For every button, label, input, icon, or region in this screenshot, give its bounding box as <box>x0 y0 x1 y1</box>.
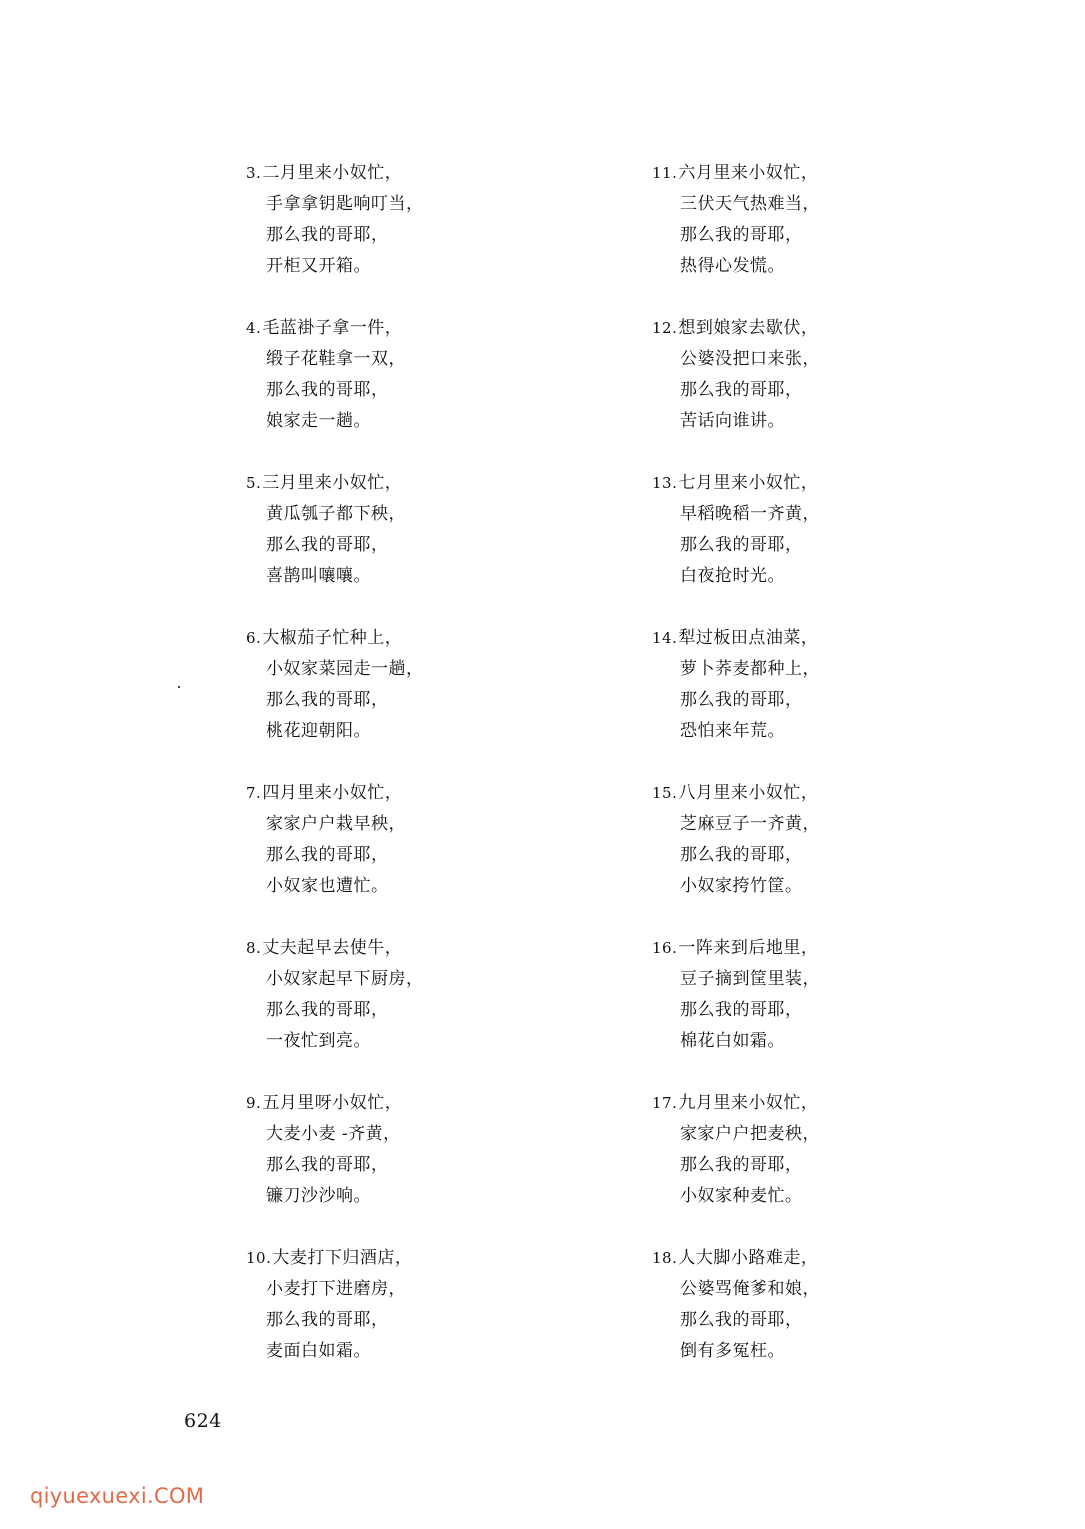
lyric-line: 人大脚小路难走， <box>678 1248 819 1268</box>
lyric-line: 毛蓝褂子拿一件， <box>262 318 403 338</box>
stanza-number: 15. <box>652 784 678 802</box>
lyric-line: 白夜抢时光。 <box>680 566 785 586</box>
lyric-line: 大椒茄子忙种上， <box>262 628 403 648</box>
stanza-number: 14. <box>652 629 678 647</box>
lyric-line: 恐怕来年荒。 <box>680 721 785 741</box>
stanza <box>246 623 586 778</box>
lyric-line: 那么我的哥耶， <box>266 535 389 555</box>
stanza <box>246 933 586 1088</box>
stanza-number: 18. <box>652 1249 678 1267</box>
stanza-number: 4. <box>246 319 262 337</box>
lyric-line: 七月里来小奴忙， <box>678 473 819 493</box>
lyric-line: 那么我的哥耶， <box>680 1310 803 1330</box>
stanza-number: 17. <box>652 1094 678 1112</box>
lyric-line: 小奴家种麦忙。 <box>680 1186 803 1206</box>
lyric-line: 八月里来小奴忙， <box>678 783 819 803</box>
lyric-line: 缎子花鞋拿一双， <box>266 349 406 369</box>
stanza-first-line <box>246 778 586 809</box>
lyric-line: 倒有多冤枉。 <box>680 1341 785 1361</box>
lyric-line: 那么我的哥耶， <box>680 1155 803 1175</box>
lyric-line: 五月里呀小奴忙， <box>262 1093 403 1113</box>
stanza-first-line <box>652 313 992 344</box>
lyric-line: 芝麻豆子一齐黄， <box>680 814 820 834</box>
lyric-line: 小麦打下进磨房， <box>266 1279 406 1299</box>
lyric-line: 公婆骂俺爹和娘， <box>680 1279 820 1299</box>
stanza-number: 7. <box>246 784 262 802</box>
lyric-line: 苦话向谁讲。 <box>680 411 785 431</box>
lyric-line: 丈夫起早去使牛， <box>262 938 403 958</box>
page-number: 624 <box>184 1410 222 1432</box>
stanza <box>246 468 586 623</box>
lyric-line: 豆子摘到筐里装， <box>680 969 820 989</box>
stanza-number: 3. <box>246 164 262 182</box>
left-lyrics-column <box>246 158 586 1398</box>
lyric-line: 公婆没把口来张， <box>680 349 820 369</box>
lyric-line: 那么我的哥耶， <box>266 380 389 400</box>
stanza-number: 10. <box>246 1249 272 1267</box>
lyric-line: 喜鹊叫嚷嚷。 <box>266 566 371 586</box>
lyric-line: 三月里来小奴忙， <box>262 473 403 493</box>
lyric-line: 大麦小麦 -齐黄， <box>266 1124 401 1144</box>
lyric-line: 小奴家也遭忙。 <box>266 876 389 896</box>
lyric-line: 想到娘家去歇伏， <box>678 318 819 338</box>
stanza <box>652 1088 992 1243</box>
stanza-number: 6. <box>246 629 262 647</box>
lyric-line: 那么我的哥耶， <box>266 690 389 710</box>
stanza <box>246 778 586 933</box>
lyric-line: 热得心发慌。 <box>680 256 785 276</box>
lyric-line: 那么我的哥耶， <box>266 1155 389 1175</box>
lyric-line: 家家户户栽早秧， <box>266 814 406 834</box>
scan-speck <box>178 686 180 688</box>
stanza-first-line <box>246 313 586 344</box>
stanza <box>652 623 992 778</box>
stanza <box>246 1243 586 1398</box>
stanza-number: 16. <box>652 939 678 957</box>
lyric-line: 家家户户把麦秧， <box>680 1124 820 1144</box>
stanza-number: 13. <box>652 474 678 492</box>
stanza <box>246 313 586 468</box>
right-lyrics-column <box>652 158 992 1398</box>
lyric-line: 一阵来到后地里， <box>678 938 819 958</box>
lyric-line: 那么我的哥耶， <box>680 845 803 865</box>
stanza <box>652 468 992 623</box>
stanza-first-line <box>652 778 992 809</box>
stanza-first-line <box>246 933 586 964</box>
stanza <box>652 313 992 468</box>
lyric-line: 二月里来小奴忙， <box>262 163 403 183</box>
lyric-line: 犁过板田点油菜， <box>678 628 819 648</box>
lyric-line: 那么我的哥耶， <box>680 1000 803 1020</box>
stanza <box>652 778 992 933</box>
stanza-first-line <box>246 623 586 654</box>
stanza-first-line <box>652 1088 992 1119</box>
stanza <box>652 1243 992 1398</box>
stanza-number: 5. <box>246 474 262 492</box>
lyric-line: 六月里来小奴忙， <box>678 163 819 183</box>
lyric-line: 一夜忙到亮。 <box>266 1031 371 1051</box>
lyric-line: 那么我的哥耶， <box>266 1310 389 1330</box>
lyric-line: 那么我的哥耶， <box>680 690 803 710</box>
stanza <box>652 158 992 313</box>
stanza-first-line <box>652 158 992 189</box>
lyric-line: 娘家走一趟。 <box>266 411 371 431</box>
lyric-line: 黄瓜瓠子都下秧， <box>266 504 406 524</box>
lyric-line: 小奴家起早下厨房， <box>266 969 424 989</box>
lyric-line: 萝卜荞麦都种上， <box>680 659 820 679</box>
lyric-line: 小奴家挎竹筐。 <box>680 876 803 896</box>
stanza-first-line <box>246 468 586 499</box>
stanza-number: 8. <box>246 939 262 957</box>
site-watermark: qiyuexuexi.COM <box>30 1484 205 1508</box>
lyric-line: 那么我的哥耶， <box>680 535 803 555</box>
stanza-number: 9. <box>246 1094 262 1112</box>
lyric-line: 早稻晚稻一齐黄， <box>680 504 820 524</box>
lyric-line: 三伏天气热难当， <box>680 194 820 214</box>
lyric-line: 那么我的哥耶， <box>680 380 803 400</box>
lyric-line: 桃花迎朝阳。 <box>266 721 371 741</box>
lyric-line: 小奴家菜园走一趟， <box>266 659 424 679</box>
stanza-first-line <box>246 1088 586 1119</box>
lyric-line: 棉花白如霜。 <box>680 1031 785 1051</box>
lyric-line: 那么我的哥耶， <box>266 225 389 245</box>
stanza-first-line <box>652 933 992 964</box>
lyric-line: 那么我的哥耶， <box>266 1000 389 1020</box>
lyric-line: 那么我的哥耶， <box>680 225 803 245</box>
stanza <box>246 1088 586 1243</box>
stanza <box>246 158 586 313</box>
lyric-line: 四月里来小奴忙， <box>262 783 403 803</box>
lyric-line: 麦面白如霜。 <box>266 1341 371 1361</box>
stanza-first-line <box>652 623 992 654</box>
stanza-first-line <box>652 468 992 499</box>
lyric-line: 镰刀沙沙响。 <box>266 1186 371 1206</box>
stanza-number: 11. <box>652 164 678 182</box>
stanza <box>652 933 992 1088</box>
lyric-line: 九月里来小奴忙， <box>678 1093 819 1113</box>
stanza-first-line <box>652 1243 992 1274</box>
lyric-line: 手拿拿钥匙响叮当， <box>266 194 424 214</box>
lyric-line: 开柜又开箱。 <box>266 256 371 276</box>
stanza-first-line <box>246 158 586 189</box>
lyric-line: 大麦打下归酒店， <box>272 1248 413 1268</box>
lyric-line: 那么我的哥耶， <box>266 845 389 865</box>
stanza-first-line <box>246 1243 586 1274</box>
stanza-number: 12. <box>652 319 678 337</box>
